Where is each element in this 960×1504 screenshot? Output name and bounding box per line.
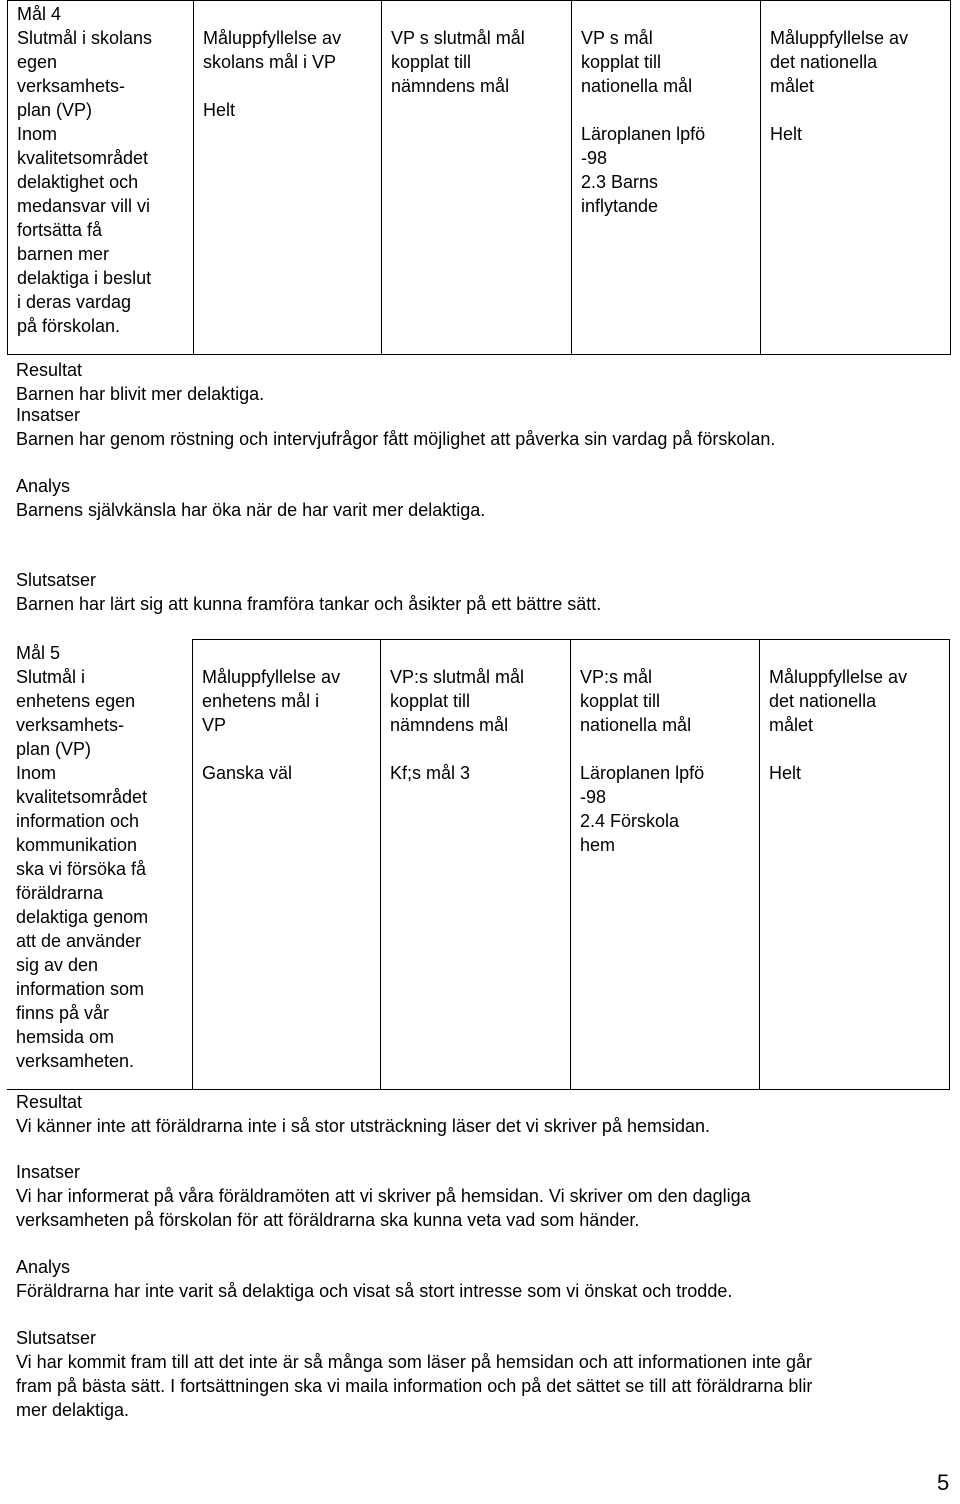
goal-5-col2-value: Ganska väl <box>202 763 293 783</box>
goal-4-fulfillment-cell <box>194 1 382 355</box>
goal-5-col4-value: Läroplanen lpfö -98 2.4 Förskola hem <box>580 763 705 855</box>
goal-5-national-fulfillment-cell <box>760 640 950 1090</box>
goal-5-insatser-section <box>16 1160 946 1232</box>
goal-4-slutsatser-text: Barnen har lärt sig att kunna framföra tankar och åsikter på ett bättre sätt. <box>16 594 602 614</box>
goal-4-col5-value: Helt <box>770 124 803 144</box>
goal-4-slutsatser-heading: Slutsatser <box>16 570 97 590</box>
goal-5-col5-value: Helt <box>769 763 802 783</box>
goal-5-analys-text: Föräldrarna har inte varit så delaktiga och visat så stort intresse som vi önskat och trodde. <box>16 1281 733 1301</box>
goal-4-col4-heading: VP s mål kopplat till nationella mål <box>581 28 693 96</box>
goal-5-national-link-cell <box>571 640 760 1090</box>
goal-4-analys-section <box>16 474 946 522</box>
goal-4-analys-text: Barnens självkänsla har öka när de har varit mer delaktiga. <box>16 500 486 520</box>
goal-4-col3-heading: VP s slutmål mål kopplat till nämndens mål <box>391 28 525 96</box>
goal-4-row <box>8 1 951 355</box>
goal-5-fulfillment-cell <box>193 640 381 1090</box>
goal-5-col3-value: Kf;s mål 3 <box>390 763 471 783</box>
goal-4-resultat-heading: Resultat <box>16 360 83 380</box>
goal-5-row <box>7 640 950 1090</box>
goal-4-resultat-section <box>16 358 946 406</box>
goal-5-final-goal-cell <box>7 640 193 1090</box>
goal-4-col4-value: Läroplanen lpfö -98 2.3 Barns inflytande <box>581 124 706 216</box>
goal-5-resultat-heading: Resultat <box>16 1092 83 1112</box>
goal-4-insatser-text: Barnen har genom röstning och intervjufrågor fått möjlighet att påverka sin vardag på förskolan. <box>16 429 776 449</box>
goal-4-committee-link-cell <box>382 1 572 355</box>
goal-5-slutsatser-heading: Slutsatser <box>16 1328 97 1348</box>
goal-4-analys-heading: Analys <box>16 476 71 496</box>
goal-5-number: Mål 5 <box>16 642 61 663</box>
goal-4-insatser-section <box>16 403 946 451</box>
goal-4-col1-text: Inom kvalitetsområdet delaktighet och medansvar vill vi fortsätta få barnen mer delaktiga i beslut i deras vardag på förskolan. <box>17 124 152 336</box>
goal-4-col2-value: Helt <box>203 100 236 120</box>
goal-4-slutsatser-section <box>16 568 946 616</box>
goal-5-committee-link-cell <box>381 640 571 1090</box>
goal-5-insatser-text: Vi har informerat på våra föräldramöten att vi skriver på hemsidan. Vi skriver om den dagliga verksamheten på förskolan för att föräldrarna ska kunna veta vad som händer. <box>16 1186 751 1230</box>
goal-5-col3-heading: VP:s slutmål mål kopplat till nämndens mål <box>390 667 525 735</box>
goal-5-col4-heading: VP:s mål kopplat till nationella mål <box>580 667 692 735</box>
goal-5-resultat-section <box>16 1090 946 1138</box>
goal-5-insatser-heading: Insatser <box>16 1162 81 1182</box>
goal-4-col1-heading: Slutmål i skolans egen verksamhets- plan (VP) <box>17 28 153 120</box>
goal-5-col2-heading: Måluppfyllelse av enhetens mål i VP <box>202 667 341 735</box>
goal-5-slutsatser-text: Vi har kommit fram till att det inte är så många som läser på hemsidan och att informationen inte går fram på bästa sätt. I fortsättningen ska vi maila information och på det sättet se till att föräldrarna blir mer delaktiga. <box>16 1352 813 1420</box>
goal-5-col1-text: Inom kvalitetsområdet information och kommunikation ska vi försöka få föräldrarna delaktiga genom att de använder sig av den information som finns på vår hemsida om verksamheten. <box>16 762 149 1071</box>
goal-5-table <box>7 639 950 1090</box>
goal-4-number: Mål 4 <box>17 4 62 24</box>
goal-5-slutsatser-section <box>16 1326 946 1422</box>
goal-4-national-link-cell <box>572 1 761 355</box>
goal-5-col1-heading: Slutmål i enhetens egen verksamhets- plan (VP) <box>16 666 136 759</box>
goal-4-col5-heading: Måluppfyllelse av det nationella målet <box>770 28 909 96</box>
goal-5-resultat-text: Vi känner inte att föräldrarna inte i så stor utsträckning läser det vi skriver på hemsidan. <box>16 1116 711 1136</box>
page-number: 5 <box>937 1470 950 1495</box>
goal-4-national-fulfillment-cell <box>761 1 951 355</box>
goal-4-table <box>7 0 951 355</box>
goal-5-analys-heading: Analys <box>16 1257 71 1277</box>
goal-5-col5-heading: Måluppfyllelse av det nationella målet <box>769 667 908 735</box>
goal-4-final-goal-cell <box>8 1 194 355</box>
goal-4-col2-heading: Måluppfyllelse av skolans mål i VP <box>203 28 342 72</box>
goal-5-analys-section <box>16 1255 946 1303</box>
goal-4-resultat-text: Barnen har blivit mer delaktiga. <box>16 384 265 404</box>
goal-4-insatser-heading: Insatser <box>16 405 81 425</box>
